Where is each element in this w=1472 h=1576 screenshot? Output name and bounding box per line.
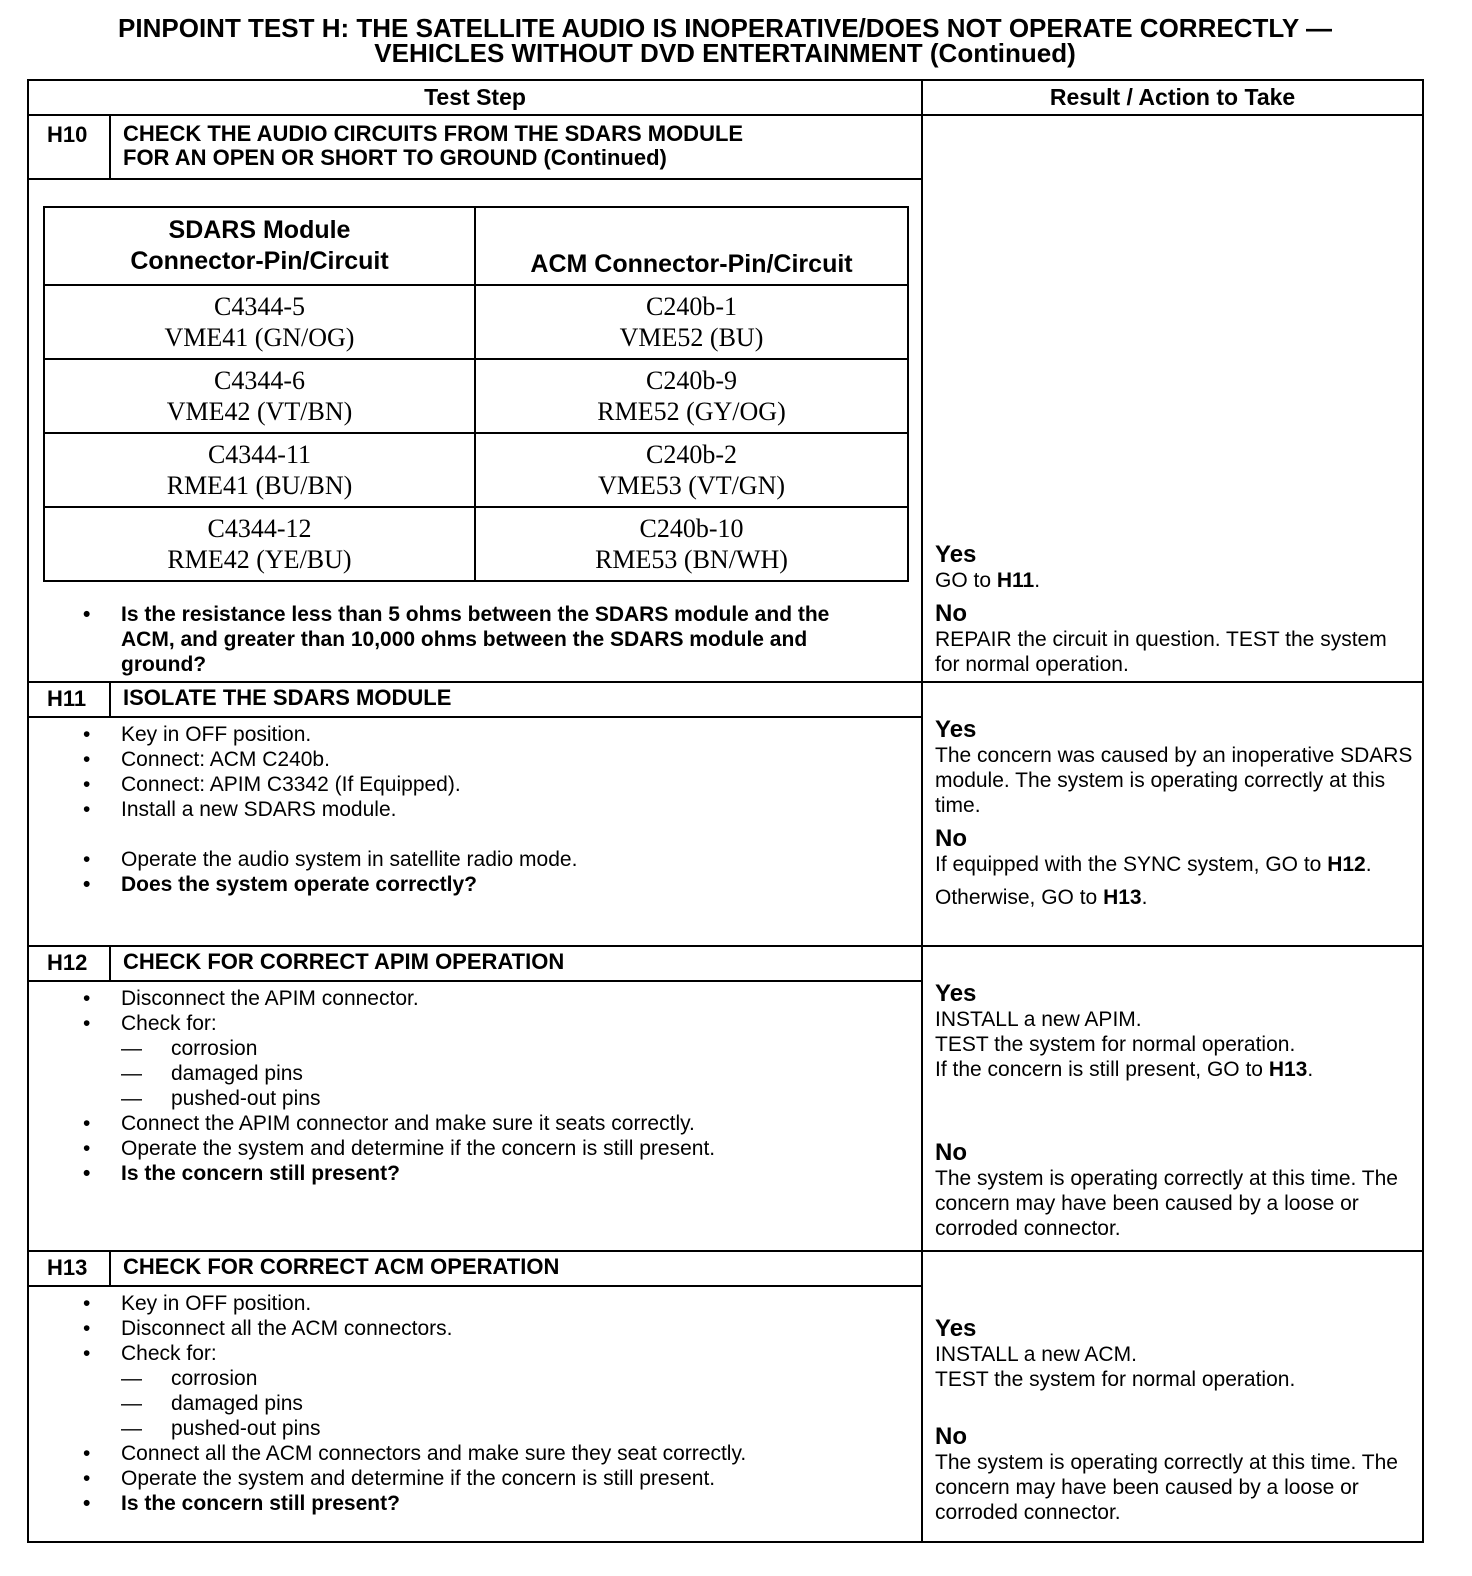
circuit-id: VME53 (VT/GN) <box>597 471 786 500</box>
table-row <box>44 359 908 433</box>
step-number-h12: H12 <box>28 946 110 981</box>
circuit-id: RME53 (BN/WH) <box>595 545 788 574</box>
step-title-h11: ISOLATE THE SDARS MODULE <box>110 682 922 717</box>
yes-line3-h12-pre: If the concern is still present, GO to <box>935 1058 1269 1081</box>
header-result: Result / Action to Take <box>922 80 1423 115</box>
no-text-h11-pre: If equipped with the SYNC system, GO to <box>935 853 1328 876</box>
pin-id: C240b-1 <box>646 292 737 321</box>
step-item: • Connect: ACM C240b. <box>121 747 921 772</box>
table-cell <box>44 285 475 359</box>
yes-text-h10 <box>935 568 1414 593</box>
step-item: • Connect all the ACM connectors and make sure they seat correctly. <box>121 1441 821 1466</box>
circuit-id: VME41 (GN/OG) <box>164 323 355 352</box>
table-cell <box>475 433 908 507</box>
yes-line3-h12 <box>935 1057 1414 1082</box>
no-text-h10: REPAIR the circuit in question. TEST the system for normal operation. <box>935 628 1387 676</box>
circuit-id: VME42 (VT/BN) <box>166 397 353 426</box>
result-h13 <box>922 1251 1423 1542</box>
step-item: • Disconnect the APIM connector. <box>121 986 921 1011</box>
connector-col-sdars-line1: SDARS Module <box>168 216 351 244</box>
no-text-h11 <box>935 852 1414 877</box>
result-h12 <box>922 946 1423 1251</box>
step-number-h13: H13 <box>28 1251 110 1286</box>
no-ref-h11: H12 <box>1327 853 1366 876</box>
step-item: • Key in OFF position. <box>121 1291 821 1316</box>
step-item: • Key in OFF position. <box>121 722 921 747</box>
yes-ref-h12: H13 <box>1268 1058 1308 1081</box>
step-body-h12 <box>28 981 922 1251</box>
pin-id: C240b-2 <box>646 440 737 469</box>
step-item: • Operate the system and determine if the concern is still present. <box>121 1136 921 1161</box>
no-text-h11-post: . <box>1365 853 1372 876</box>
no-label-h10: No <box>935 600 968 627</box>
yes-label-h11: Yes <box>935 716 977 743</box>
check-item: — pushed-out pins <box>121 1086 921 1111</box>
no-label-h12: No <box>935 1139 968 1166</box>
connector-col-sdars <box>44 207 475 285</box>
no-text-h12: The system is operating correctly at this time. The concern may have been caused by a loose or corroded connector. <box>935 1167 1398 1240</box>
step-title-h10 <box>110 115 922 179</box>
step-list-h13 <box>29 1291 921 1516</box>
otherwise-post-h11: . <box>1141 886 1148 909</box>
connector-col-sdars-line2: Connector-Pin/Circuit <box>130 247 389 275</box>
question-h11: • Does the system operate correctly? <box>121 872 921 897</box>
yes-text-h10-pre: GO to <box>935 569 997 592</box>
check-item: — pushed-out pins <box>121 1416 821 1441</box>
connector-col-acm: ACM Connector-Pin/Circuit <box>475 207 908 285</box>
spacer <box>121 822 921 847</box>
yes-line2-h12: TEST the system for normal operation. <box>935 1033 1296 1056</box>
table-row <box>44 433 908 507</box>
step-number-h10: H10 <box>28 115 110 179</box>
circuit-id: RME52 (GY/OG) <box>597 397 786 426</box>
otherwise-ref-h11: H13 <box>1103 886 1142 909</box>
step-item: • Install a new SDARS module. <box>121 797 921 822</box>
yes-line3-h12-post: . <box>1307 1058 1314 1081</box>
circuit-id: RME42 (YE/BU) <box>167 545 352 574</box>
yes-line1-h13: INSTALL a new ACM. <box>935 1343 1137 1366</box>
no-text-h13: The system is operating correctly at this time. The concern may have been caused by a loose or corroded connector. <box>935 1451 1398 1524</box>
question-h12: • Is the concern still present? <box>121 1161 921 1186</box>
pin-id: C240b-9 <box>646 366 737 395</box>
check-item: — corrosion <box>121 1366 821 1391</box>
yes-text-h10-post: . <box>1034 569 1041 592</box>
pin-id: C4344-6 <box>214 366 305 395</box>
yes-label-h10: Yes <box>935 541 977 568</box>
question-h13: • Is the concern still present? <box>121 1491 821 1516</box>
header-test-step: Test Step <box>28 80 922 115</box>
yes-text-h11: The concern was caused by an inoperative SDARS module. The system is operating correctly at this time. <box>935 744 1413 817</box>
table-cell <box>44 433 475 507</box>
circuit-id: RME41 (BU/BN) <box>166 471 353 500</box>
step-number-h11: H11 <box>28 682 110 717</box>
connector-pin-table <box>43 206 909 582</box>
title-line-2: VEHICLES WITHOUT DVD ENTERTAINMENT (Continued) <box>374 38 1076 68</box>
yes-label-h12: Yes <box>935 980 977 1007</box>
circuit-id: VME52 (BU) <box>619 323 764 352</box>
step-item: • Connect: APIM C3342 (If Equipped). <box>121 772 921 797</box>
question-h10: • Is the resistance less than 5 ohms between the SDARS module and the ACM, and greater than 10,000 ohms between the SDARS module and ground? <box>121 602 841 677</box>
step-body-h13 <box>28 1286 922 1542</box>
page-title <box>0 13 1450 68</box>
pin-id: C240b-10 <box>639 514 744 543</box>
step-item: • Connect the APIM connector and make sure it seats correctly. <box>121 1111 921 1136</box>
table-row <box>44 285 908 359</box>
table-cell <box>44 507 475 581</box>
step-list-h12 <box>29 986 921 1186</box>
check-item: — damaged pins <box>121 1391 821 1416</box>
step-item: • Check for: <box>121 1011 921 1036</box>
yes-label-h13: Yes <box>935 1315 977 1342</box>
step-item: • Operate the audio system in satellite radio mode. <box>121 847 921 872</box>
step-list-h11 <box>29 722 921 897</box>
table-cell <box>475 285 908 359</box>
table-cell <box>44 359 475 433</box>
no-label-h11: No <box>935 825 968 852</box>
step-list-h10 <box>29 602 921 677</box>
table-cell <box>475 507 908 581</box>
otherwise-text-h11 <box>935 885 1414 910</box>
yes-ref-h10: H11 <box>996 569 1035 592</box>
result-h10 <box>922 115 1423 682</box>
step-title-h10-line1: CHECK THE AUDIO CIRCUITS FROM THE SDARS MODULE <box>123 121 744 146</box>
no-label-h13: No <box>935 1423 968 1450</box>
step-item: • Operate the system and determine if the concern is still present. <box>121 1466 821 1491</box>
pinpoint-test-table <box>27 79 1424 1543</box>
check-item: — corrosion <box>121 1036 921 1061</box>
result-h11 <box>922 682 1423 946</box>
title-line-1: PINPOINT TEST H: THE SATELLITE AUDIO IS INOPERATIVE/DOES NOT OPERATE CORRECTLY — <box>118 13 1332 43</box>
step-title-h13: CHECK FOR CORRECT ACM OPERATION <box>110 1251 922 1286</box>
step-title-h12: CHECK FOR CORRECT APIM OPERATION <box>110 946 922 981</box>
check-item: — damaged pins <box>121 1061 921 1086</box>
pin-id: C4344-11 <box>207 440 312 469</box>
pin-id: C4344-5 <box>214 292 305 321</box>
yes-line1-h12: INSTALL a new APIM. <box>935 1008 1142 1031</box>
pin-id: C4344-12 <box>207 514 312 543</box>
step-body-h10 <box>28 179 922 682</box>
step-body-h11 <box>28 717 922 946</box>
table-cell <box>475 359 908 433</box>
table-row <box>44 507 908 581</box>
yes-line2-h13: TEST the system for normal operation. <box>935 1368 1296 1391</box>
step-item: • Disconnect all the ACM connectors. <box>121 1316 821 1341</box>
otherwise-pre-h11: Otherwise, GO to <box>935 886 1104 909</box>
step-title-h10-line2: FOR AN OPEN OR SHORT TO GROUND (Continued) <box>123 145 667 170</box>
step-item: • Check for: <box>121 1341 821 1366</box>
